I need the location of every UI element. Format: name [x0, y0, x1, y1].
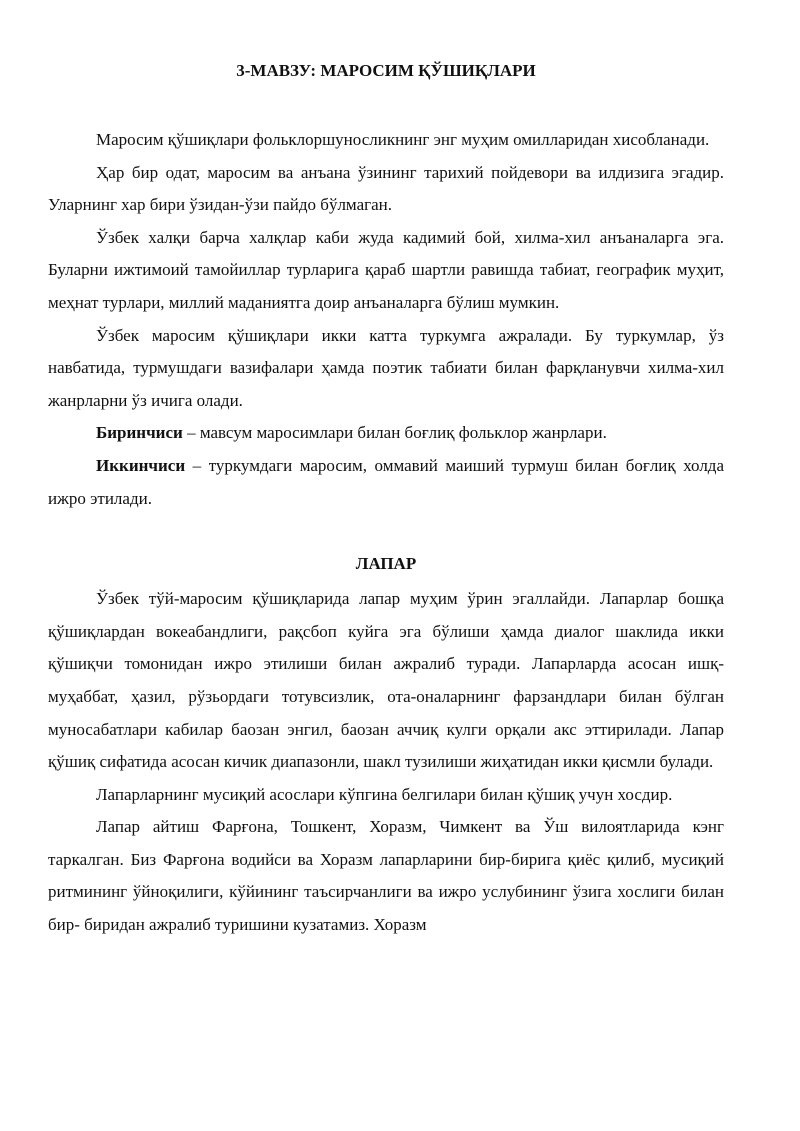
- paragraph: Ҳар бир одат, маросим ва анъана ўзининг тарихий пойдевори ва илдизига эгадир. Уларнинг хар бири ўзидан-ўзи пайдо бўлмаган.: [48, 162, 724, 215]
- paragraph: Маросим қўшиқлари фольклоршуносликнинг энг муҳим омилларидан хисобланади.: [96, 130, 710, 149]
- second-item-text: – туркумдаги маросим, оммавий маиший турмуш билан боғлиқ холда ижро этилади.: [48, 455, 724, 508]
- paragraph: Ўзбек маросим қўшиқлари икки катта туркумга ажралади. Бу туркумлар, ўз навбатида, турмушдаги вазифалари ҳамда поэтик табиати билан фарқланувчи хилма-хил жанрларни ўз ичига олади.: [48, 325, 724, 410]
- section-paragraph: Лапарларнинг мусиқий асослари кўпгина белгилари билан қўшиқ учун хосдир.: [96, 784, 673, 804]
- section-paragraph: Ўзбек тўй-маросим қўшиқларида лапар муҳим ўрин эгаллайди. Лапарлар бошқа қўшиқлардан вокеабандлиги, рақсбоп куйга эга бўлиши ҳамда диалог шаклида икки қўшиқчи томонидан ижро этилиши билан ажралиб туради. Лапарларда асосан ишқ-муҳаббат, ҳазил, рўзьордаги тотувсизлик, ота-оналарнинг фарзандлари билан бўлган муносабатлари кабилар баозан энгил, баозан аччиқ кулги орқали акс эттирилади. Лапар қўшиқ сифатида асосан кичик диапазонли, шакл тузилиши жиҳатидан икки қисмли булади.: [48, 589, 724, 772]
- first-item-paragraph: [48, 417, 724, 450]
- document-page: [48, 58, 724, 942]
- second-item-label: Иккинчиси: [96, 455, 186, 475]
- first-item-label: Биринчиси: [96, 423, 183, 443]
- section-paragraph: Лапар айтиш Фарғона, Тошкент, Хоразм, Чимкент ва Ўш вилоятларида кэнг таркалган. Биз Фарғона водийси ва Хоразм лапарларини бир-бирига қиёс қилиб, мусиқий ритмининг ўйноқилиги, кўйининг таъсирчанлиги ва ижро услубининг ўзига хослиги билан бир- биридан ажралиб туришини кузатамиз. Хоразм: [48, 817, 724, 935]
- first-item-text: – мавсум маросимлари билан боғлиқ фольклор жанрлари.: [182, 423, 607, 443]
- paragraph: Ўзбек халқи барча халқлар каби жуда кадимий бой, хилма-хил анъаналарга эга. Буларни ижтимоий тамойиллар турларига қараб шартли равишда табиат, географик муҳит, меҳнат турлари, миллий маданиятга доир анъаналарга бўлиш мумкин.: [48, 227, 724, 312]
- second-item-paragraph: [48, 450, 724, 515]
- page-title: 3-МАВЗУ: МАРОСИМ ҚЎШИҚЛАРИ: [236, 61, 536, 80]
- section-title: ЛАПАР: [355, 554, 417, 574]
